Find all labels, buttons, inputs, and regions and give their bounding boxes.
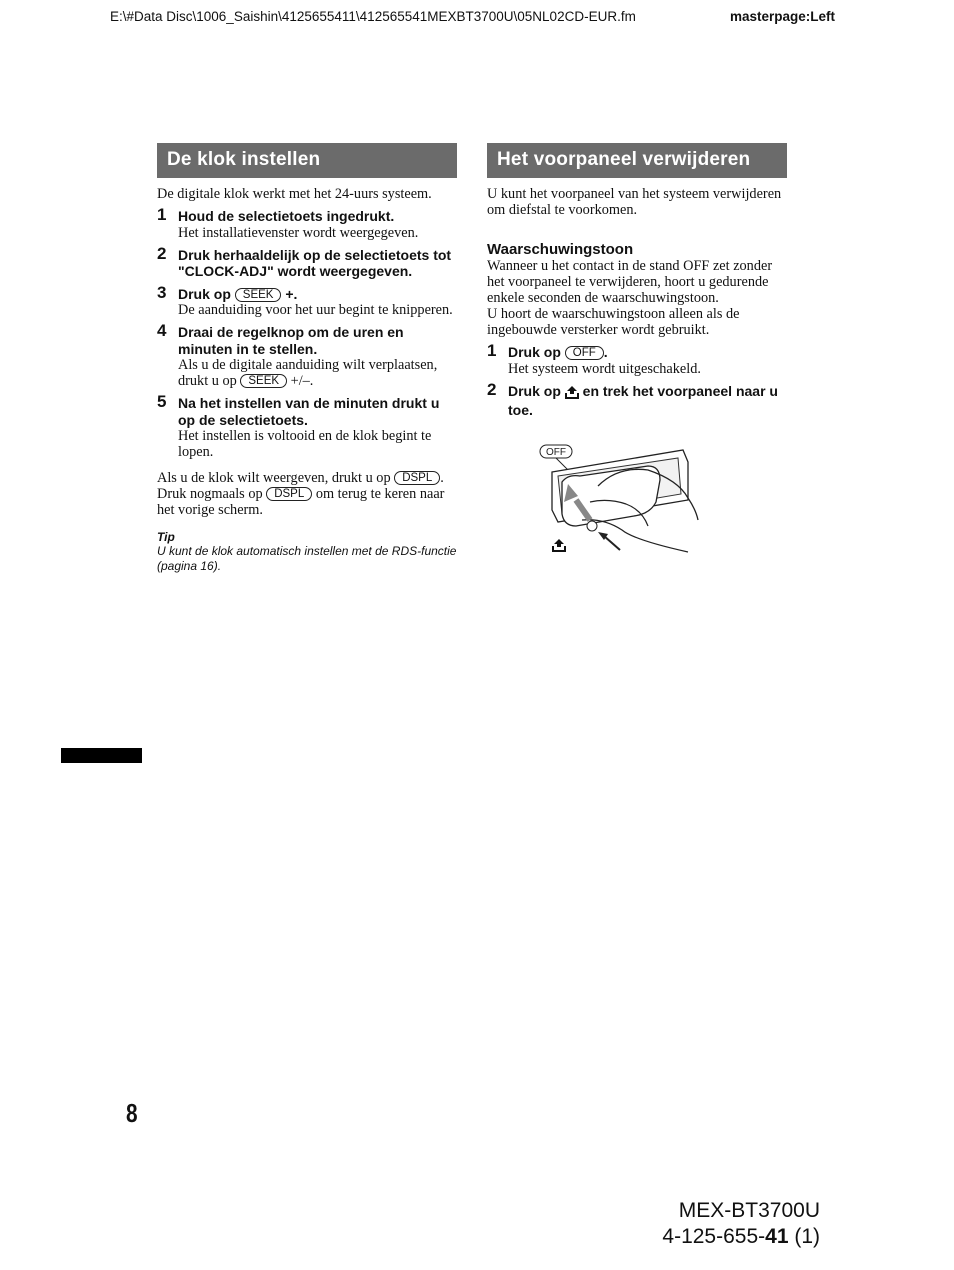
seek-key-label: SEEK [235,288,282,302]
step-number: 2 [157,243,167,263]
section-title-front-panel: Het voorpaneel verwijderen [487,143,787,178]
clock-display-note [157,470,457,518]
step-description [178,357,457,389]
section-clock-setting [157,143,457,573]
step-description: Het instellen is voltooid en de klok begint te lopen. [178,428,432,460]
panel-step-1 [487,341,787,377]
header-file-path: E:\#Data Disc\1006_Saishin\4125655411\412565541MEXBT3700U\05NL02CD-EUR.fm [110,9,636,24]
part-number-bold: 41 [765,1225,789,1248]
dspl-key-label: DSPL [266,487,312,501]
step-instruction: Houd de selectietoets ingedrukt. [178,208,395,224]
step-number: 1 [487,341,497,360]
clock-step-4 [157,321,457,389]
tip-text: U kunt de klok automatisch instellen met de RDS-functie (pagina 16). [157,544,457,573]
instruction-prefix: Druk op [178,285,231,302]
step-number: 2 [487,379,497,399]
section-front-panel [487,143,787,419]
tip-label: Tip [157,530,175,544]
step-instruction [178,286,457,303]
warning-subheading: Waarschuwingstoon [487,241,634,258]
instruction-prefix: Druk op [508,344,561,360]
part-number-suffix: (1) [788,1225,820,1248]
panel-step-2 [487,379,787,419]
release-icon [565,385,579,403]
step-instruction [508,383,787,419]
step-number: 1 [157,205,167,224]
step-instruction [508,344,787,361]
front-panel-removal-illustration [538,440,706,558]
note-prefix: Als u de klok wilt weergeven, drukt u op [157,470,391,486]
clock-step-2 [157,243,457,280]
part-number [662,1224,820,1250]
part-number-prefix: 4-125-655- [662,1225,766,1248]
instruction-prefix: Druk op [508,382,561,399]
warning-text-2: U hoort de waarschuwingstoon alleen als de ingebouwde versterker wordt gebruikt. [487,306,740,338]
illustration-off-label: OFF [546,447,566,458]
step-instruction: Na het instellen van de minuten drukt u op de selectietoets. [178,395,440,428]
note-suffix: om terug te keren naar het vorige scherm. [157,486,445,518]
model-name: MEX-BT3700U [678,1199,820,1222]
header-masterpage: masterpage:Left [730,9,836,24]
step-number: 3 [157,282,167,302]
off-key-label: OFF [565,346,604,360]
step-number: 4 [157,321,167,340]
section-tab-marker [61,748,142,763]
step-number: 5 [157,392,167,411]
warning-text: Wanneer u het contact in de stand OFF zet zonder het voorpaneel te verwijderen, hoort u gedurende enkele seconden de waarschuwingstoon. [487,258,773,306]
clock-step-3 [157,282,457,319]
clock-intro: De digitale klok werkt met het 24-uurs systeem. [157,186,432,202]
step-instruction: Draai de regelknop om de uren en minuten in te stellen. [178,324,404,357]
step-instruction: Druk herhaaldelijk op de selectietoets tot "CLOCK-ADJ" wordt weergegeven. [178,246,452,279]
seek-key-label: SEEK [240,374,287,388]
dspl-key-label: DSPL [394,471,440,485]
instruction-suffix: en trek het voorpaneel naar u toe. [508,382,778,418]
instruction-suffix: . [603,344,608,360]
section-title-clock: De klok instellen [157,143,457,178]
step-description: Het systeem wordt uitgeschakeld. [508,360,701,377]
front-panel-intro: U kunt het voorpaneel van het systeem verwijderen om diefstal te voorkomen. [487,186,782,218]
clock-step-1 [157,205,457,241]
step-description: Het installatievenster wordt weergegeven. [178,224,419,241]
note-middle: . Druk nogmaals op [157,470,444,502]
description-prefix: Als u de digitale aanduiding wilt verplaatsen, drukt u op [178,357,438,389]
description-suffix: +/–. [290,373,314,389]
instruction-suffix: +. [285,285,298,302]
step-description: De aanduiding voor het uur begint te knipperen. [178,302,453,318]
model-info [662,1198,820,1250]
clock-step-5 [157,392,457,460]
page-number: 8 [126,1098,138,1128]
